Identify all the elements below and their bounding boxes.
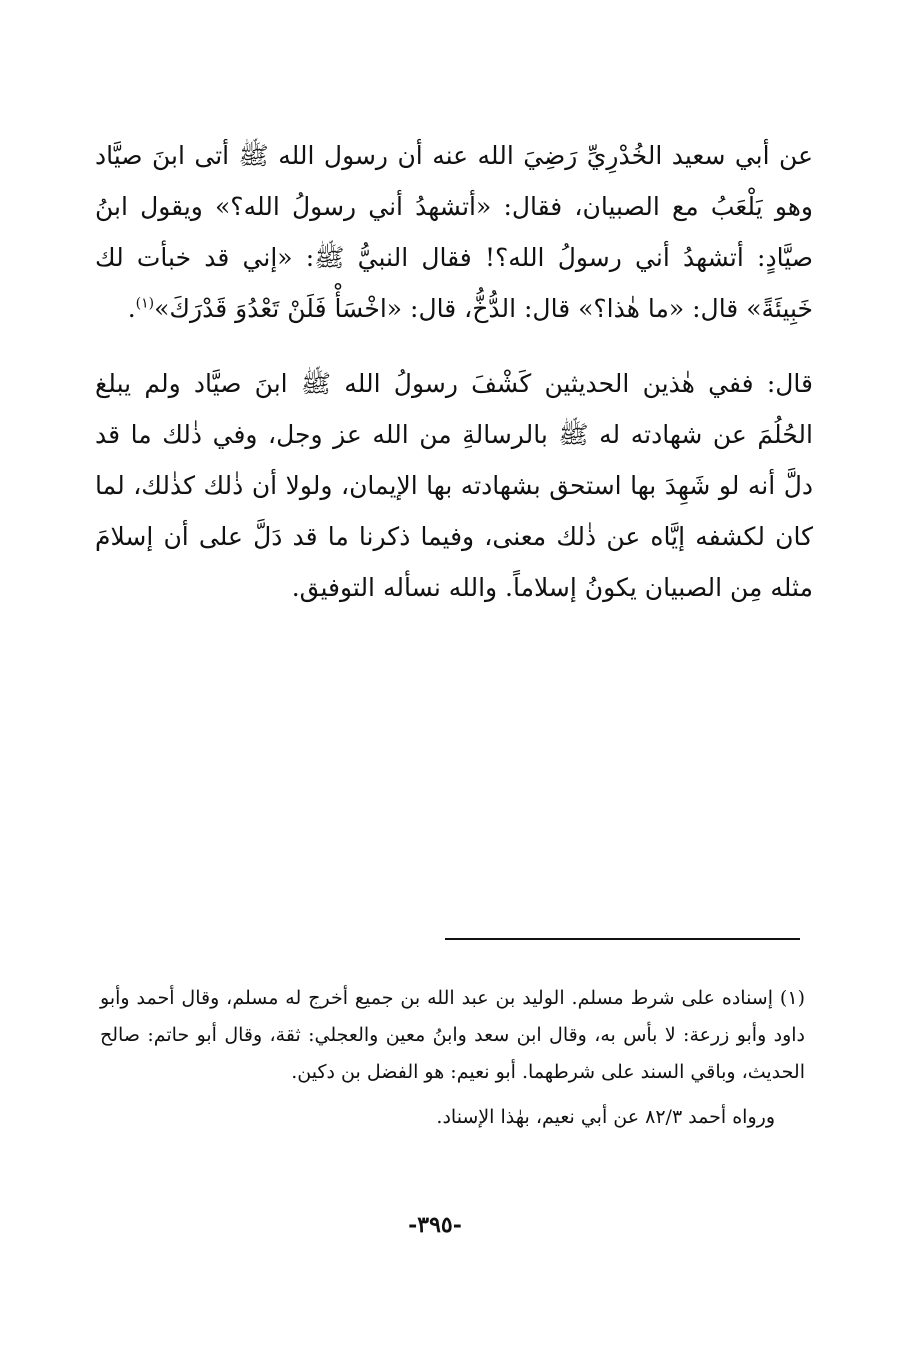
- footnote-divider: [445, 938, 800, 940]
- hadith-text: عن أبي سعيد الخُدْرِيِّ رَضِيَ الله عنه أن رسول الله ﷺ أتى ابنَ صيَّاد وهو يَلْعَبُ مع الصبيان، فقال: «أتشهدُ أني رسولُ الله؟» ويقول ابنُ صيَّادٍ: أتشهدُ أني رسولُ الله؟! فقال النبيُّ ﷺ: «إني قد خبأت لك خَبِيئَةً» قال: «ما هٰذا؟» قال: الدُّخُّ، قال: «اخْسَأْ فَلَنْ تَعْدُوَ قَدْرَكَ»: [95, 141, 813, 323]
- hadith-end-mark: .: [127, 294, 136, 323]
- page-number: -٣٩٥-: [408, 1212, 462, 1238]
- footnote-marker: (١): [135, 295, 155, 312]
- footnote-1-continuation: ورواه أحمد ٨٢/٣ عن أبي نعيم، بهٰذا الإسناد.: [436, 1106, 775, 1128]
- footnotes: [100, 980, 805, 1136]
- paragraph-hadith: [95, 130, 813, 334]
- main-text: [95, 130, 813, 613]
- footnote-1: (١) إسناده على شرط مسلم. الوليد بن عبد الله بن جميع أخرج له مسلم، وقال أحمد وأبو داود وأبو زرعة: لا بأس به، وقال ابن سعد وابنُ معين والعجلي: ثقة، وقال أبو حاتم: صالح الحديث، وباقي السند على شرطهما. أبو نعيم: هو الفضل بن دكين.: [100, 987, 805, 1083]
- paragraph-commentary: قال: ففي هٰذين الحديثين كَشْفَ رسولُ الله ﷺ ابنَ صيَّاد ولم يبلغ الحُلُمَ عن شهادته له ﷺ بالرسالةِ من الله عز وجل، وفي ذٰلك ما قد دلَّ أنه لو شَهِدَ بها استحق بشهادته بها الإيمان، ولولا أن ذٰلك كذٰلك، لما كان لكشفه إيَّاه عن ذٰلك معنى، وفيما ذكرنا ما قد دَلَّ على أن إسلامَ مثله مِن الصبيان يكونُ إسلاماً. والله نسأله التوفيق.: [95, 369, 813, 602]
